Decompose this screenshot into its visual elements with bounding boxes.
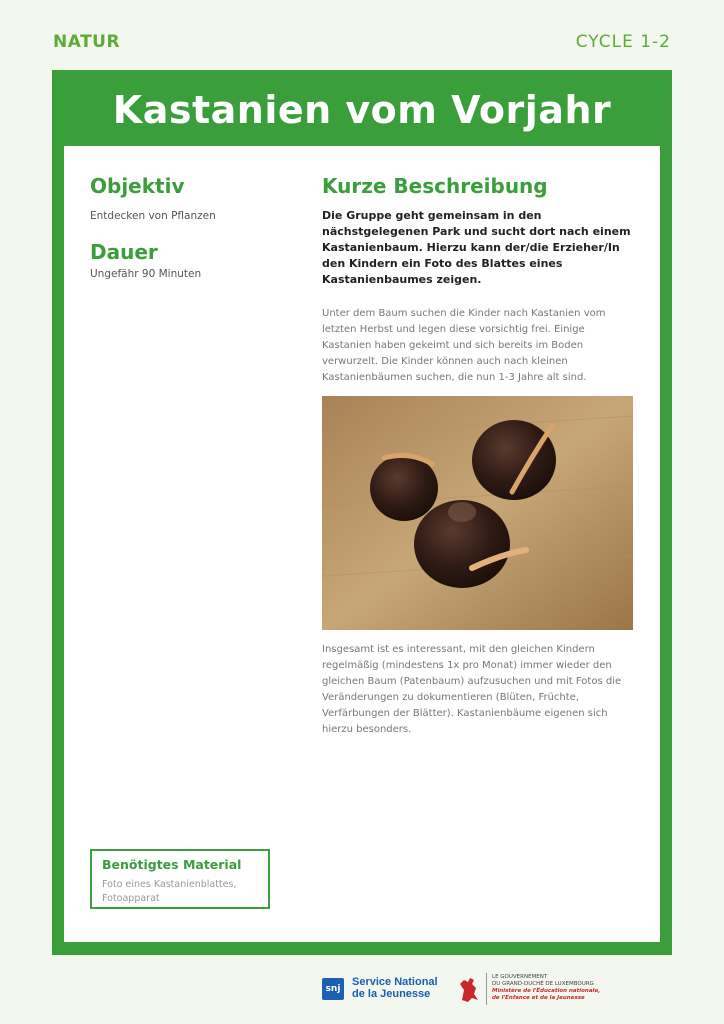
beschreibung-paragraph-2: Insgesamt ist es interessant, mit den gleichen Kindern regelmäßig (mindestens 1x pro Monat) immer wieder den gleichen Baum (Patenbaum) aufzusuchen und mit Fotos die Veränderungen zu dokumentieren (Blüten, Früchte, Verfärbungen der Blätter). Kastanienbäume eigenen sich hierzu besonders.: [322, 644, 622, 735]
content-panel: [64, 146, 660, 942]
material-heading: Benötigtes Material: [102, 857, 242, 872]
lux-line-1: LE GOUVERNEMENT: [492, 974, 548, 980]
objektiv-heading: Objektiv: [90, 174, 185, 198]
objektiv-text: Entdecken von Pflanzen: [90, 210, 216, 222]
government-name: [492, 974, 600, 1002]
left-column: [90, 174, 290, 280]
lux-line-4: de l'Enfance et de la Jeunesse: [492, 995, 585, 1001]
lion-crest-icon: [456, 974, 482, 1004]
dauer-text: Ungefähr 90 Minuten: [90, 268, 202, 280]
right-column: [322, 174, 634, 738]
dauer-heading: Dauer: [90, 240, 158, 264]
snj-logo: snj: [322, 978, 344, 1000]
beschreibung-paragraph-1: Unter dem Baum suchen die Kinder nach Kastanien vom letzten Herbst und legen diese vorsichtig frei. Einige Kastanien haben gekeimt und sich bereits im Boden verwurzelt. Die Kinder können auch nach kleinen Kastanienbäumen suchen, die nun 1-3 Jahre alt sind.: [322, 308, 606, 383]
beschreibung-heading: Kurze Beschreibung: [322, 174, 548, 198]
snj-line-1: Service National: [352, 976, 438, 988]
chestnut-photo: [322, 396, 633, 630]
footer-divider: [486, 973, 487, 1005]
material-box: [90, 849, 270, 909]
activity-card: [52, 70, 672, 955]
cycle-label: CYCLE 1-2: [575, 32, 671, 52]
snj-line-2: de la Jeunesse: [352, 988, 431, 1000]
snj-name: [352, 976, 438, 1000]
page-title: Kastanien vom Vorjahr: [112, 88, 612, 132]
material-items: Foto eines Kastanienblattes, Fotoapparat: [102, 879, 237, 904]
footer-logos: [320, 970, 620, 1010]
lux-line-2: DU GRAND-DUCHÉ DE LUXEMBOURG: [492, 981, 594, 987]
beschreibung-lead: Die Gruppe geht gemeinsam in den nächstgelegenen Park und sucht dort nach einem Kastanienbaum. Hierzu kann der/die Erzieher/In den Kindern ein Foto des Blattes eines Kastanienbaumes zeigen.: [322, 209, 631, 286]
lux-line-3: Ministère de l'Éducation nationale,: [492, 988, 601, 994]
category-label: NATUR: [53, 32, 121, 52]
